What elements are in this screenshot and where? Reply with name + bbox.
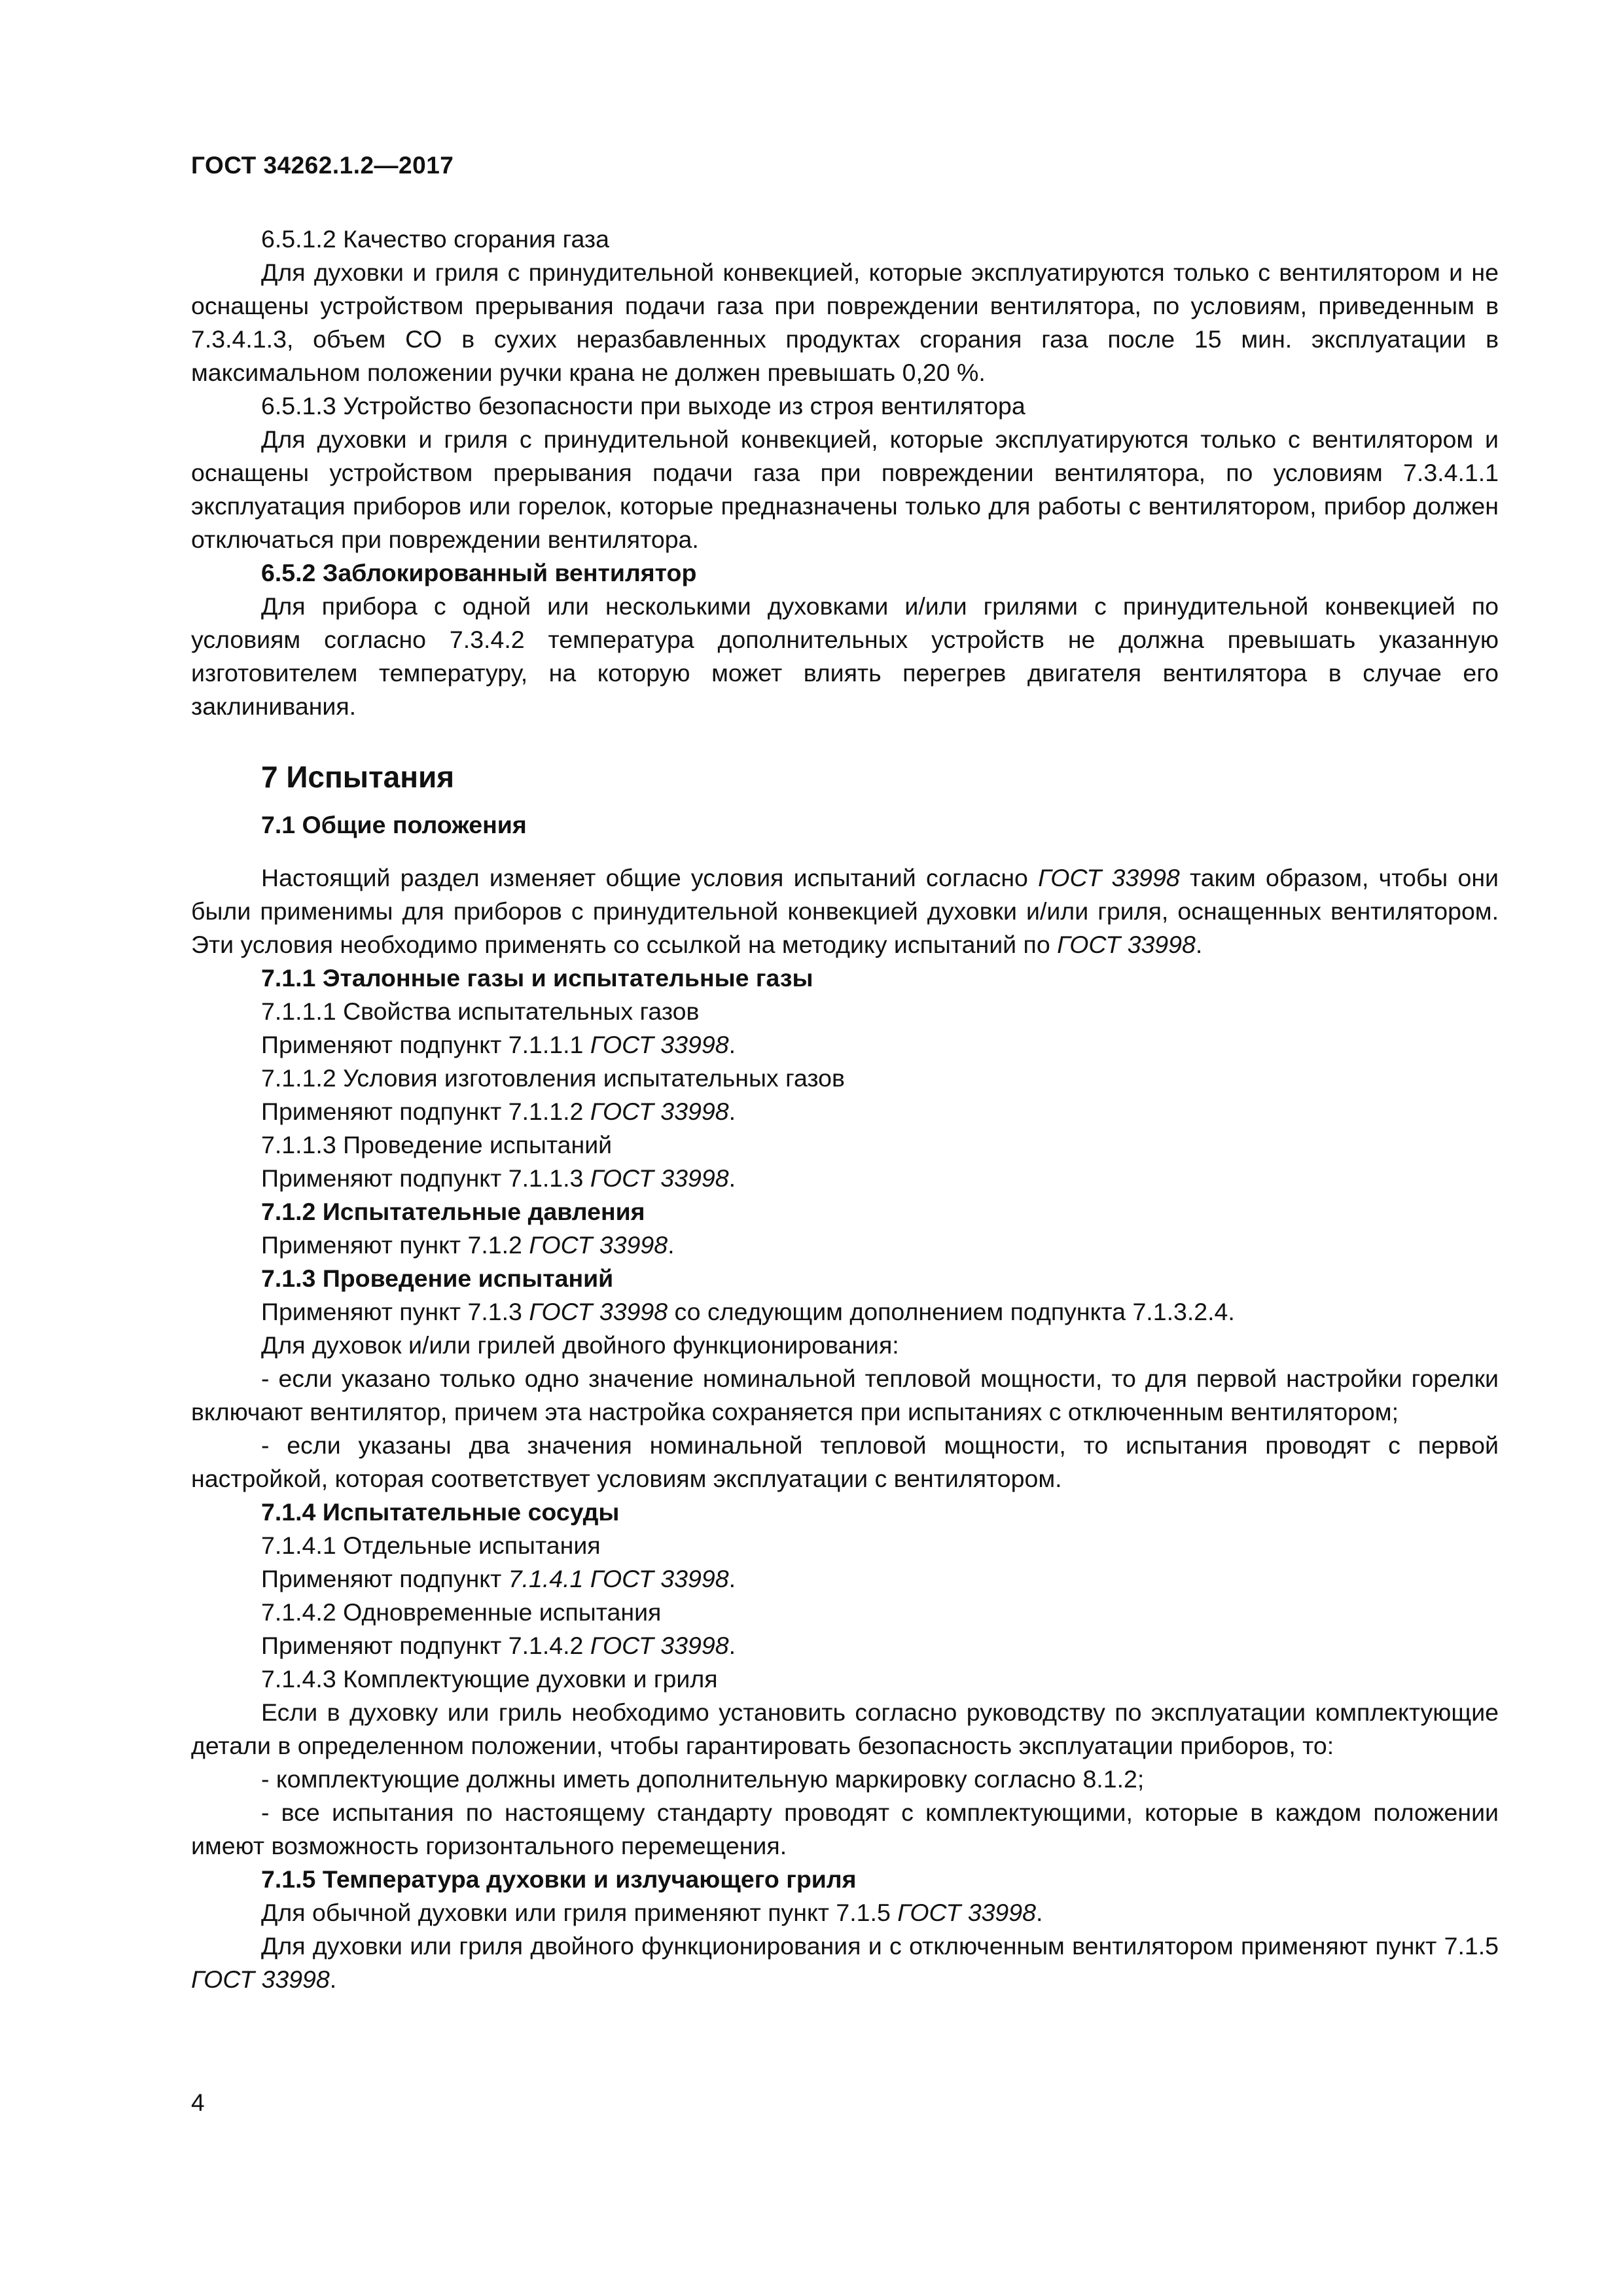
text-run: 7.1.1.2 Условия изготовления испытательных газов [261,1064,845,1092]
paragraph [191,1562,1499,1596]
paragraph [191,1929,1499,1996]
text-run: Применяют подпункт 7.1.1.1 [261,1031,590,1058]
paragraph [191,1629,1499,1662]
clause-heading [191,1262,1499,1295]
paragraph [191,1329,1499,1362]
text-run: . [1035,1899,1043,1926]
text-run: . [728,1632,736,1659]
text-run: 6.5.2 Заблокированный вентилятор [261,559,697,586]
text-run: - если указано только одно значение номинальной тепловой мощности, то для первой настройки горелки включают вентилятор, причем эта настройка сохраняется при испытаниях с отключенным вентилятором; [191,1365,1499,1426]
text-run: . [1195,931,1203,958]
paragraph [191,1763,1499,1796]
text-run: 7.1.4.2 Одновременные испытания [261,1598,662,1626]
text-run: - комплектующие должны иметь дополнительную маркировку согласно 8.1.2; [261,1765,1145,1793]
text-run: 7.1.1 Эталонные газы и испытательные газы [261,964,813,992]
text-run: . [329,1965,337,1993]
paragraph [191,223,1499,256]
clause-heading [191,556,1499,590]
text-run: Для духовки или гриля двойного функционирования и с отключенным вентилятором применяют пункт 7.1.5 [261,1932,1499,1960]
paragraph [191,995,1499,1028]
clause-heading [191,1863,1499,1896]
text-run: 7.1.4 Испытательные сосуды [261,1498,620,1526]
paragraph [191,1662,1499,1696]
section-heading [191,757,1499,797]
text-run: Для духовки и гриля с принудительной конвекцией, которые эксплуатируются только с вентилятором и не оснащены устройством прерывания подачи газа при повреждении вентилятора, по условиям, приведенным в 7.3.4.1.3, объем CO в сухих неразбавленных продуктах сгорания газа после 15 мин. эксплуатации в максимальном положении ручки крана не должен превышать 0,20 %. [191,259,1499,386]
clause-heading [191,1496,1499,1529]
standard-reference: ГОСТ 33998 [590,1031,729,1058]
paragraph [191,1362,1499,1429]
text-run: . [728,1164,736,1192]
paragraph [191,1229,1499,1262]
standard-reference: ГОСТ 33998 [590,1632,729,1659]
standard-reference: ГОСТ 33998 [529,1298,668,1325]
text-run: . [728,1565,736,1592]
standard-reference: ГОСТ 33998 [590,1098,729,1125]
text-run: Применяют подпункт 7.1.1.2 [261,1098,590,1125]
paragraph [191,1128,1499,1162]
text-run: 7.1.4.3 Комплектующие духовки и гриля [261,1665,718,1693]
text-run: - если указаны два значения номинальной тепловой мощности, то испытания проводят с первой настройкой, которая соответствует условиям эксплуатации с вентилятором. [191,1431,1499,1492]
paragraph [191,1796,1499,1863]
text-run: 7.1.2 Испытательные давления [261,1198,645,1225]
text-run: Для прибора с одной или несколькими духовками и/или грилями с принудительной конвекцией по условиям согласно 7.3.4.2 температура дополнительных устройств не должна превышать указанную изготовителем температуру, на которую может влиять перегрев двигателя вентилятора в случае его заклинивания. [191,592,1499,720]
paragraph [191,1896,1499,1929]
text-run: 6.5.1.2 Качество сгорания газа [261,225,609,253]
standard-reference: ГОСТ 33998 [1038,864,1180,891]
text-run: 7.1.1.1 Свойства испытательных газов [261,997,700,1025]
text-run: Применяют подпункт [261,1565,508,1592]
text-run: Если в духовку или гриль необходимо установить согласно руководству по эксплуатации комплектующие детали в определенном положении, чтобы гарантировать безопасность эксплуатации приборов, то: [191,1698,1499,1759]
text-run: . [668,1231,675,1259]
text-run: 7.1.4.1 Отдельные испытания [261,1532,601,1559]
paragraph [191,1529,1499,1562]
page-number: 4 [191,2089,205,2116]
text-run: 7.1 Общие положения [261,811,527,838]
text-run: Применяют подпункт 7.1.4.2 [261,1632,590,1659]
standard-reference: ГОСТ 33998 [590,1164,729,1192]
text-run: Для духовки и гриля с принудительной конвекцией, которые эксплуатируются только с вентилятором и оснащены устройством прерывания подачи газа при повреждении вентилятора, по условиям 7.3.4.1.1 эксплуатация приборов или горелок, которые предназначены только для работы с вентилятором, прибор должен отключаться при повреждении вентилятора. [191,425,1499,553]
paragraph [191,1095,1499,1128]
text-run: - все испытания по настоящему стандарту проводят с комплектующими, которые в каждом положении имеют возможность горизонтального перемещения. [191,1799,1499,1859]
paragraph [191,1062,1499,1095]
text-run: Применяют пункт 7.1.3 [261,1298,529,1325]
paragraph [191,423,1499,556]
clause-heading [191,1195,1499,1229]
paragraph [191,1162,1499,1195]
text-run: 7.1.3 Проведение испытаний [261,1265,614,1292]
text-run: 7.1.1.3 Проведение испытаний [261,1131,613,1158]
text-run: Применяют пункт 7.1.2 [261,1231,529,1259]
document-body [191,223,1499,1996]
text-run: Настоящий раздел изменяет общие условия испытаний согласно [261,864,1039,891]
text-run: Применяют подпункт 7.1.1.3 [261,1164,590,1192]
text-run: 7.1.5 Температура духовки и излучающего гриля [261,1865,857,1893]
text-run: Для обычной духовки или гриля применяют пункт 7.1.5 [261,1899,898,1926]
paragraph [191,1429,1499,1496]
paragraph [191,1696,1499,1763]
text-run: со следующим дополнением подпункта 7.1.3.2.4. [668,1298,1235,1325]
paragraph [191,1028,1499,1062]
text-run: 6.5.1.3 Устройство безопасности при выходе из строя вентилятора [261,392,1026,420]
paragraph [191,861,1499,961]
text-run: 7 Испытания [261,760,455,794]
standard-reference: ГОСТ 33998 [1057,931,1196,958]
clause-heading [191,961,1499,995]
paragraph [191,389,1499,423]
paragraph [191,590,1499,723]
standard-reference: ГОСТ 33998 [191,1965,330,1993]
paragraph [191,256,1499,389]
standard-reference: ГОСТ 33998 [897,1899,1036,1926]
paragraph [191,1295,1499,1329]
standard-reference: ГОСТ 33998 [529,1231,668,1259]
text-run: таким образом, чтобы они были применимы для приборов с принудительной конвекцией духовки и/или гриля, оснащенных вентилятором. Эти условия необходимо применять со ссылкой на методику испытаний по [191,864,1499,958]
standard-reference: 7.1.4.1 ГОСТ 33998 [508,1565,729,1592]
text-run: Для духовок и/или грилей двойного функционирования: [261,1331,899,1359]
text-run: . [728,1098,736,1125]
document-header: ГОСТ 34262.1.2—2017 [191,152,454,179]
paragraph [191,1596,1499,1629]
text-run: . [728,1031,736,1058]
subsection-heading [191,808,1499,842]
